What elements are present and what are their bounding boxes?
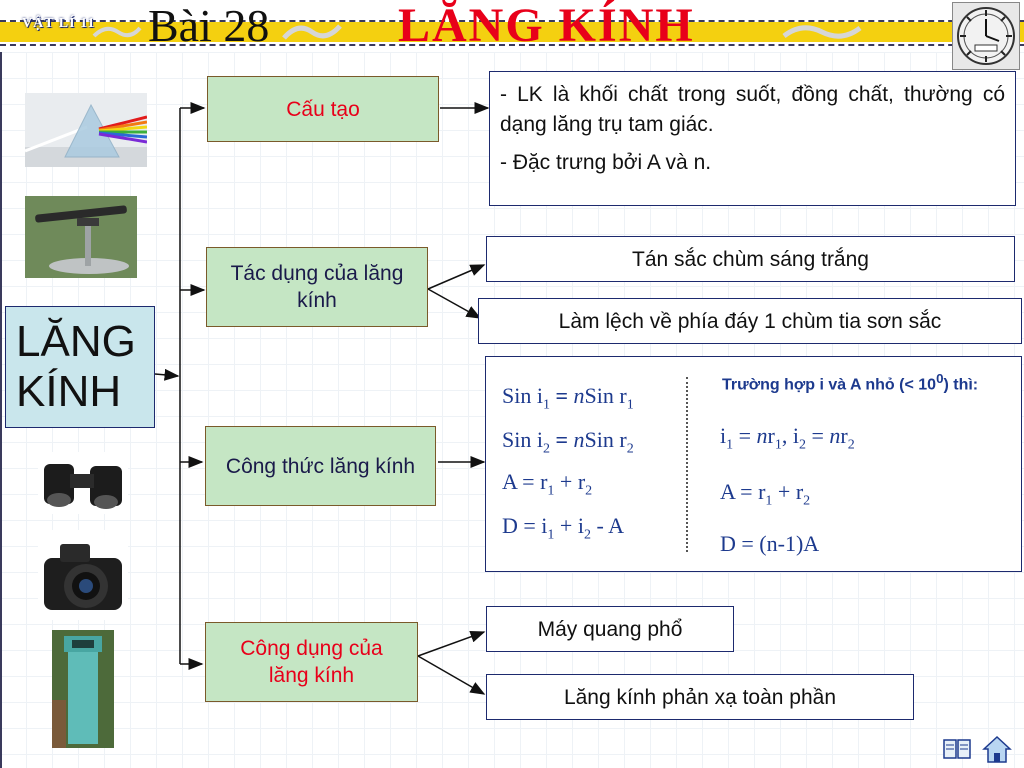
node-formulas: Công thức lăng kính bbox=[205, 426, 436, 506]
swirl-decoration-icon bbox=[282, 22, 342, 42]
page-title: LĂNG KÍNH bbox=[398, 0, 695, 52]
structure-description bbox=[489, 71, 1016, 206]
lesson-number: Bài 28 bbox=[148, 0, 270, 51]
left-rule bbox=[0, 52, 2, 768]
periscope-image bbox=[52, 630, 114, 748]
formula-panel bbox=[485, 356, 1022, 572]
swirl-decoration-icon bbox=[92, 22, 142, 42]
structure-detail: - Đặc trưng bởi A và n. bbox=[500, 151, 712, 174]
formula-divider bbox=[686, 377, 688, 552]
node-uses: Công dụng của lăng kính bbox=[205, 622, 418, 702]
formula-small-1: $i_1 = nr_1$, $i_2 = nr_2$ bbox=[720, 423, 855, 453]
book-icon[interactable] bbox=[942, 734, 972, 764]
home-icon[interactable] bbox=[982, 734, 1012, 764]
formula-small-2: $A = r_1 + r_2$ bbox=[720, 479, 811, 509]
slide-header bbox=[0, 0, 1024, 52]
small-angle-heading: Trường hợp i và A nhỏ (< $10^0$) thì: bbox=[722, 371, 979, 394]
node-structure: Cấu tạo bbox=[207, 76, 439, 142]
formula-general-4: $D = i_1 + i_2 - A$ bbox=[502, 513, 624, 543]
formula-small-3: D = (n-1)A bbox=[720, 531, 820, 556]
effect-result: Tán sắc chùm sáng trắng bbox=[486, 236, 1015, 282]
clock-icon bbox=[952, 2, 1020, 70]
prism-dispersion-image bbox=[25, 93, 147, 167]
swirl-decoration-icon bbox=[782, 22, 862, 42]
formula-general-1: Sin $i_1$ = nSin $r_1$ bbox=[502, 383, 634, 413]
use-item: Máy quang phổ bbox=[486, 606, 734, 652]
formula-general-2: Sin $i_2$ = nSin $r_2$ bbox=[502, 427, 634, 457]
binoculars-image bbox=[38, 452, 128, 514]
formula-general-3: $A = r_1 + r_2$ bbox=[502, 469, 593, 499]
use-item: Lăng kính phản xạ toàn phần bbox=[486, 674, 914, 720]
camera-image bbox=[38, 530, 128, 620]
node-effect: Tác dụng của lăng kính bbox=[206, 247, 428, 327]
effect-result: Làm lệch về phía đáy 1 chùm tia sơn sắc bbox=[478, 298, 1022, 344]
spectroscope-image bbox=[25, 196, 137, 278]
series-label: VẬT LÍ 11 bbox=[22, 16, 96, 31]
structure-detail: - LK là khối chất trong suốt, đồng chất, thường có dạng lăng trụ tam giác. bbox=[500, 83, 1005, 136]
root-node: LĂNG KÍNH bbox=[5, 306, 155, 428]
